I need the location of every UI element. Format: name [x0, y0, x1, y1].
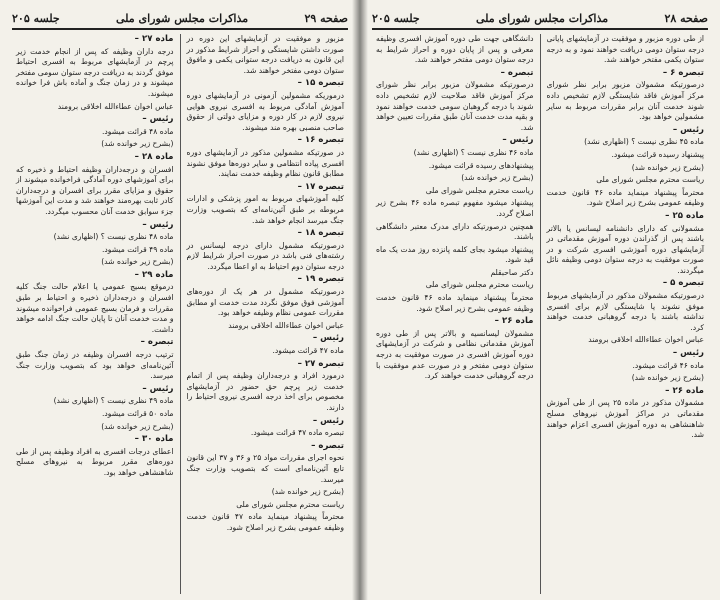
article-heading: رئیس – [142, 219, 174, 230]
paragraph: درصورتیکه مشمول در هر یک از دوره‌های آموزشی فوق موفق نگردد مدت خدمت او مطابق مقررات عمومی نظام وظیفه خواهد بود. [186, 287, 344, 318]
paragraph: (بشرح زیر خوانده شد) [101, 257, 174, 267]
paragraph: ترتیب درجه افسران وظیفه در زمان جنگ طبق آئین‌نامه‌ای خواهد بود که بتصویب وزارت جنگ میرسد. [16, 350, 174, 381]
article-heading: تبصره ۱۵ – [297, 78, 344, 89]
paragraph: محترماً پیشنهاد مینماید ماده ۴۷ قانون خدمت وظیفه عمومی بشرح زیر اصلاح شود. [186, 512, 344, 532]
right-page-number: صفحه ۲۸ [664, 12, 708, 25]
article-heading: ماده ۲۶ – [665, 385, 704, 396]
paragraph: درموریکه مشمولین آزمونی در آزمایشهای دوره آموزش آمادگی مربوط به افسری نیروی هوایی نیروی لازم در کار دوره و مزایای دولتی از حقوق صاحب منصبی بهره مند میشوند. [186, 90, 344, 132]
paragraph: (بشرح زیر خوانده شد) [101, 139, 174, 149]
right-page-right-column [541, 34, 711, 594]
article-heading: تبصره ۵ – [662, 278, 704, 289]
paragraph: محترماً پیشنهاد مینماید ماده ۴۶ قانون خدمت وظیفه عمومی بشرح زیر اصلاح شود. [376, 293, 534, 313]
article-heading: تبصره – [500, 67, 534, 78]
paragraph: درصورتیکه مشمول دارای درجه لیسانس در رشته‌های فنی باشد در صورت احراز شرایط لازم درجه ستوان دوم احتیاط به او اعطا میگردد. [186, 240, 344, 271]
paragraph: مشمولانی که دارای دانشنامه لیسانس یا بالاتر باشند پس از گذراندن دوره آموزش مقدماتی در آزمایشهای دوره آموزشی افسری شرکت و در صورت موفقیت به درجه ستوان دومی وظیفه نائل میگردند. [546, 223, 704, 275]
left-page-number: صفحه ۲۹ [304, 12, 348, 25]
paragraph: ماده ۴۵ نظری نیست ؟ (اظهاری نشد) [584, 137, 704, 147]
paragraph: درموقع بسیج عمومی یا اعلام حالت جنگ کلیه افسران و درجه‌داران ذخیره و احتیاط بر طبق مقررات و فرمان بسیج عمومی فراخوانده میشوند و مدت خدمت آنان تا پایان حالت جنگ ادامه خواهد داشت. [16, 282, 174, 334]
paragraph: ریاست محترم مجلس شورای ملی [425, 185, 534, 195]
article-heading: تبصره ۱۷ – [297, 181, 344, 192]
paragraph: تبصره ماده ۴۷ قرائت میشود. [250, 428, 344, 438]
paragraph: پیشنهادهای رسیده قرائت میشود. [428, 160, 534, 170]
article-heading: تبصره ۶ – [662, 67, 704, 78]
article-heading: رئیس – [672, 124, 704, 135]
left-page-title: مذاکرات مجلس شورای ملی [115, 12, 249, 25]
article-heading: تبصره – [311, 440, 344, 451]
paragraph: ماده ۴۸ نظری نیست ؟ (اظهاری نشد) [53, 232, 174, 242]
paragraph: مشمولان لیسانسیه و بالاتر پس از طی دوره آموزش مقدماتی نظامی و شرکت در آزمایشهای دوره آموزش افسری در صورت موفقیت به درجه ستوان دومی مفتخر و در صورت عدم موفقیت با درجه گروهبانی خدمت خواهند کرد. [376, 328, 534, 381]
paragraph: پیشنهاد میشود مفهوم تبصره ماده ۴۶ بشرح زیر اصلاح گردد. [376, 198, 534, 218]
article-heading: تبصره ۱۶ – [297, 135, 344, 146]
paragraph: از طی دوره مزبور و موفقیت در آزمایشهای پایانی درجه ستوان دومی دریافت خواهند نمود و به درجه ستوان یکمی مفتخر خواهند شد. [546, 34, 704, 65]
article-heading: ماده ۳۰ – [134, 434, 174, 445]
paragraph: پیشنهاد میشود بجای کلمه پانزده روز مدت یک ماه قید شود. [376, 244, 534, 265]
paragraph: درصورتیکه مشمولان مزبور برابر نظر شورای مرکز آموزش فاقد صلاحیت لازم تشخیص داده شوند با درجه گروهبان سومی خدمت خواهند نمود و بقیه مدت خدمت آنان طبق مقررات تعیین خواهد شد. [376, 80, 534, 132]
article-heading: رئیس – [142, 114, 174, 125]
paragraph: ماده ۴۶ قرائت میشود. [632, 360, 704, 370]
article-heading: تبصره ۱۹ – [297, 274, 344, 285]
paragraph: درصورتیکه مشمولان مذکور در آزمایشهای مربوط موفق نشوند یا شایستگی لازم برای افسری نداشته باشند با درجه گروهبانی خدمت خواهند کرد. [546, 291, 704, 332]
paragraph: مشمولان مذکور در ماده ۲۵ پس از طی آموزش مقدماتی در مراکز آموزش نیروهای مسلح شاهنشاهی به دوره آموزش افسری اعزام خواهند شد. [546, 398, 704, 440]
paragraph: محترماً پیشنهاد مینماید ماده ۴۶ قانون خدمت وظیفه عمومی بشرح زیر اصلاح شود. [546, 187, 704, 208]
paragraph: دکتر صاحبقلم [490, 267, 534, 277]
paragraph: (بشرح زیر خوانده شد) [271, 487, 344, 497]
left-page-session: جلسه ۲۰۵ [12, 12, 60, 25]
article-heading: تبصره ۲۷ – [297, 358, 344, 369]
paragraph: درجه داران وظیفه که پس از انجام خدمت زیر پرچم در آزمایشهای مربوط به افسری احتیاط موفق گردند به دریافت درجه ستوان سومی مفتخر میشوند و در زمان جنگ و آماده باش فرا خوانده میشوند. [16, 46, 174, 98]
paragraph: ریاست محترم مجلس شورای ملی [425, 280, 534, 290]
paragraph: عباس اخوان عطاءالله اخلاقی برومند [228, 320, 344, 330]
paragraph: پیشنهاد رسیده قرائت میشود. [611, 149, 704, 159]
left-page-header [12, 4, 348, 30]
paragraph: درمورد افراد و درجه‌داران وظیفه پس از اتمام خدمت زیر پرچم حق حضور در آزمایشهای مخصوص برای اخذ درجه افسری نیروی احتیاط را دارند. [186, 371, 344, 412]
paragraph: ماده ۵۰ قرائت میشود. [101, 409, 174, 418]
right-page-header [372, 4, 708, 30]
paragraph: (بشرح زیر خوانده شد) [461, 173, 534, 183]
left-page-left-column [10, 34, 181, 594]
article-heading: رئیس – [312, 333, 344, 344]
paragraph: دانشگاهی جهت طی دوره آموزش افسری وظیفه معرفی و پس از پایان دوره و احراز شرایط به درجه ستوان دومی مفتخر خواهند شد. [376, 34, 534, 65]
right-page-columns [370, 34, 710, 594]
paragraph: ریاست محترم مجلس شورای ملی [236, 499, 344, 509]
left-page-right-column [181, 34, 351, 594]
paragraph: نحوه اجرای مقررات مواد ۲۵ و ۳۶ و ۳۷ این قانون تابع آئین‌نامه‌ای است که بتصویب وزارت جنگ میرسد. [186, 453, 345, 484]
paragraph: ماده ۴۹ نظری نیست ؟ (اظهاری نشد) [53, 396, 174, 406]
paragraph: کلیه آموزشهای مربوط به امور پزشکی و ادارات مربوطه بر طبق آئین‌نامه‌ای که بتصویب وزارت جنگ میرسد انجام خواهد شد. [186, 194, 344, 225]
paragraph: افسران و درجه‌داران وظیفه احتیاط و ذخیره که برای آموزشهای دوره آمادگی فراخوانده میشوند از حقوق و مزایای مقرر برای افسران و درجه‌داران کادر ثابت بهره‌مند خواهند شد و مدت این آموزشها جزء سوابق خدمت آنان محسوب میگردد. [16, 164, 174, 216]
article-heading: تبصره ۱۸ – [297, 228, 344, 239]
right-page-session: جلسه ۲۰۵ [372, 12, 420, 25]
paragraph: مزبور و موفقیت در آزمایشهای این دوره در صورت داشتن شایستگی و احراز شرایط مذکور در این قانون به دریافت درجه ستوانی یکمی و مافوق ستوان دومی مفتخر خواهند شد. [186, 34, 344, 75]
right-page-title: مذاکرات مجلس شورای ملی [475, 12, 609, 25]
right-page [360, 0, 720, 600]
article-heading: رئیس – [142, 383, 174, 394]
article-heading: ماده ۲۸ – [134, 151, 174, 162]
article-heading: رئیس – [672, 348, 704, 359]
paragraph: عباس اخوان عطاءالله اخلاقی برومند [588, 335, 704, 345]
article-heading: ماده ۲۹ – [134, 269, 174, 280]
paragraph: ماده ۴۹ قرائت میشود. [101, 244, 174, 254]
paragraph: ریاست محترم مجلس شورای ملی [596, 175, 704, 185]
book-gutter [352, 0, 368, 600]
paragraph: در صورتیکه مشمولین مذکور در آزمایشهای دوره افسری پیاده انتظامی و سایر دوره‌ها موفق نشوند مطابق قانون نظام وظیفه خدمت نمایند. [186, 147, 344, 179]
article-heading: تبصره – [140, 337, 174, 348]
right-page-left-column [370, 34, 541, 594]
paragraph: ماده ۴۸ قرائت میشود. [101, 126, 174, 136]
paragraph: اعطای درجات افسری به افراد وظیفه پس از طی دوره‌های مقرر مربوط به نیروهای مسلح شاهنشاهی خواهد بود. [16, 446, 174, 477]
article-heading: ماده ۲۵ – [665, 210, 704, 221]
article-heading: ماده ۲۷ – [134, 34, 174, 44]
paragraph: همچنین درصورتیکه دارای مدرک معتبر دانشگاهی باشند. [376, 221, 534, 242]
article-heading: رئیس – [312, 415, 344, 426]
paragraph: (بشرح زیر خوانده شد) [101, 421, 174, 431]
article-heading: رئیس – [502, 135, 534, 146]
paragraph: (بشرح زیر خوانده شد) [631, 373, 704, 383]
paragraph: (بشرح زیر خوانده شد) [631, 162, 704, 172]
paragraph: عباس اخوان عطاءالله اخلاقی برومند [57, 101, 174, 111]
paragraph: درصورتیکه مشمولان مزبور برابر نظر شورای مرکز آموزش فاقد شایستگی لازم تشخیص داده شوند خدمت آنان برابر مقررات مربوط به سایر مشمولین خواهد بود. [546, 80, 704, 122]
paragraph: ماده ۴۷ قرائت میشود. [272, 346, 344, 356]
paragraph: ماده ۴۶ نظری نیست ؟ (اظهاری نشد) [413, 147, 534, 157]
left-page-columns [10, 34, 350, 594]
article-heading: ماده ۲۶ – [494, 316, 534, 327]
